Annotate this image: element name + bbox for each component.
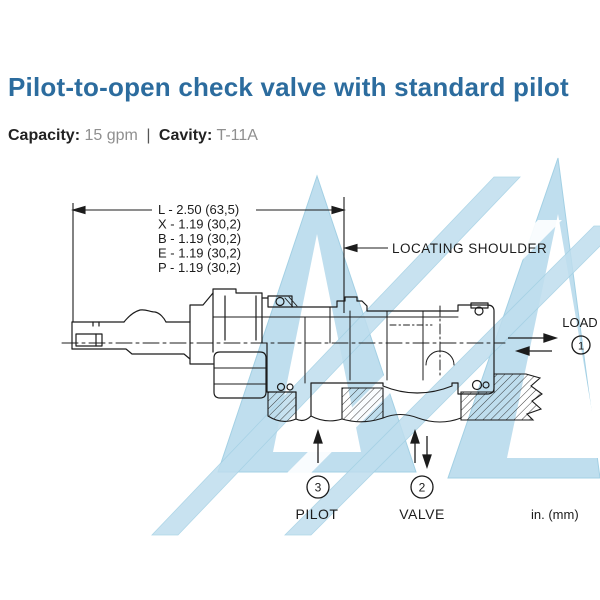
units-note: in. (mm) [531, 507, 579, 522]
load-port-number: 1 [577, 340, 585, 353]
valve-port-number: 2 [418, 480, 426, 495]
cavity-value: T-11A [216, 127, 258, 144]
cavity-label: Cavity: [158, 127, 213, 144]
locating-shoulder-callout [345, 241, 547, 256]
hatch-block-middle [342, 388, 383, 422]
dim-B: B - 1.19 (30,2) [158, 231, 242, 246]
capacity-value: 15 gpm [84, 127, 138, 144]
pilot-port-number: 3 [314, 480, 322, 495]
spec-separator: | [146, 127, 151, 144]
pilot-label: PILOT [295, 506, 339, 522]
valve-label: VALVE [399, 506, 445, 522]
hatch-block-right [461, 374, 542, 420]
hatch-block-left [268, 392, 296, 421]
locating-shoulder-label: LOCATING SHOULDER [392, 241, 548, 256]
dim-X: X - 1.19 (30,2) [158, 216, 242, 232]
page-title: Pilot-to-open check valve with standard pilot [8, 72, 569, 102]
load-label: LOAD [562, 315, 598, 330]
dim-E: E - 1.19 (30,2) [158, 245, 242, 261]
dim-P: P - 1.19 (30,2) [158, 260, 241, 275]
dimension-text-stack [158, 202, 241, 275]
capacity-label: Capacity: [8, 127, 81, 144]
dim-L: L - 2.50 (63,5) [158, 202, 240, 217]
valve-arrow-down-icon [423, 455, 431, 467]
